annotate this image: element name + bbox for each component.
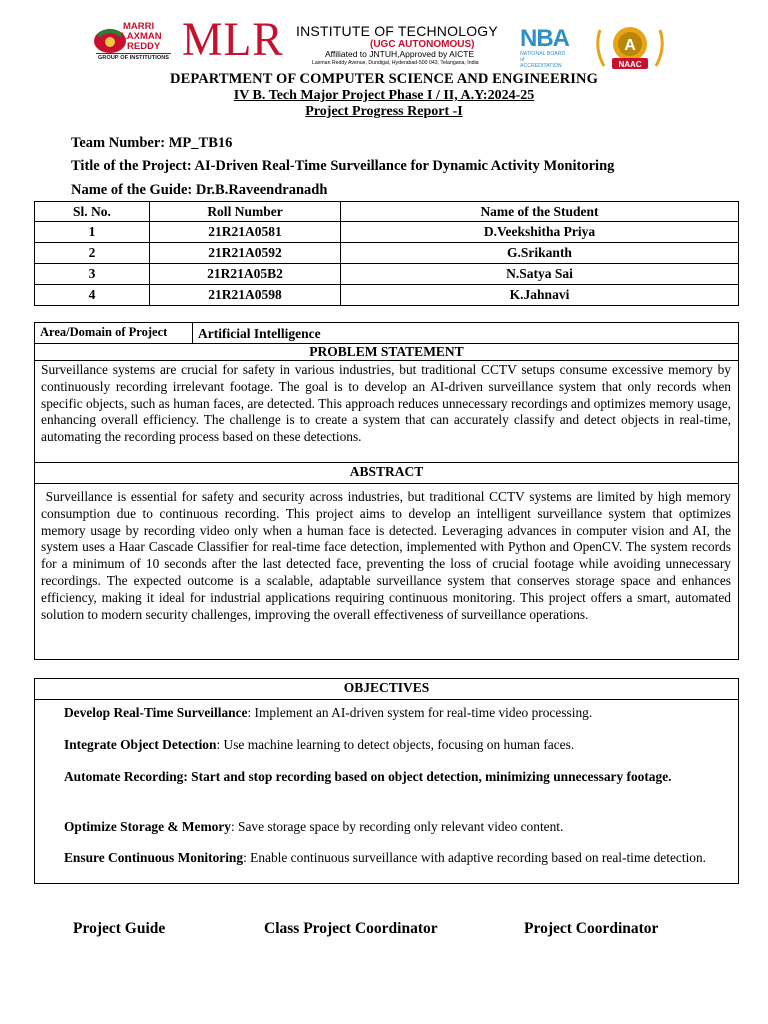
- objective-title: Develop Real-Time Surveillance: [64, 705, 248, 720]
- objective-text: : Enable continuous surveillance with adaptive recording based on real-time detection.: [243, 850, 707, 865]
- cell-sl-no: 3: [35, 264, 150, 285]
- abstract-heading: ABSTRACT: [35, 462, 738, 484]
- domain-value: Artificial Intelligence: [198, 326, 321, 341]
- objective-text: : Use machine learning to detect objects, focusing on human faces.: [216, 737, 575, 752]
- cell-sl-no: 2: [35, 243, 150, 264]
- domain-row: [35, 323, 738, 344]
- students-table: [34, 201, 739, 306]
- signature-project-guide: Project Guide: [73, 920, 166, 937]
- table-row: [35, 285, 739, 306]
- signature-class-project-coordinator: Class Project Coordinator: [264, 920, 438, 937]
- col-header-sl-no: Sl. No.: [35, 202, 150, 222]
- abstract-body: Surveillance is essential for safety and security across industries, but traditional CCTV systems are limited by high memory consumption due to continuous recording. This project aims to develop an intelligent surveillance system that optimizes memory usage by recording video only when a human face is detected. Leveraging advances in computer vision and AI, the system uses a Haar Cascade Classifier for real-time face detection, implemented with Python and OpenCV. The system records for a minimum of 10 seconds after the last detected face, preventing the loss of crucial footage while avoiding unnecessary recordings. The expected outcome is a scalable, adaptable surveillance system that conserves storage space and enhances efficiency, making it ideal for industrial applications requiring continuous monitoring. This project offers a smart, automated solution to modern security challenges, improving the overall effectiveness of surveillance operations.: [41, 489, 731, 622]
- naac-grade: A: [624, 37, 636, 54]
- cell-sl-no: 1: [35, 222, 150, 243]
- objectives-heading: OBJECTIVES: [35, 679, 738, 700]
- domain-label: Area/Domain of Project: [35, 323, 193, 343]
- nba-line1: NATIONAL BOARD: [520, 51, 566, 57]
- objective-title: Integrate Object Detection: [64, 737, 217, 752]
- team-number: Team Number: MP_TB16: [71, 135, 233, 151]
- cell-student-name: G.Srikanth: [341, 243, 739, 264]
- cell-roll-number: 21R21A0581: [150, 222, 341, 243]
- objective-title: Optimize Storage & Memory: [64, 819, 231, 834]
- cell-student-name: K.Jahnavi: [341, 285, 739, 306]
- guide-name: Name of the Guide: Dr.B.Raveendranadh: [71, 182, 328, 198]
- institute-name: INSTITUTE OF TECHNOLOGY: [296, 23, 498, 39]
- objective-title: Ensure Continuous Monitoring: [64, 850, 244, 865]
- nba-line2: of: [520, 57, 525, 63]
- objective-text: : Implement an AI-driven system for real-time video processing.: [247, 705, 593, 720]
- col-header-student-name: Name of the Student: [341, 202, 739, 222]
- letterhead: [0, 0, 768, 72]
- objective-item: [64, 704, 734, 722]
- cell-roll-number: 21R21A0592: [150, 243, 341, 264]
- cell-roll-number: 21R21A05B2: [150, 264, 341, 285]
- mlr-group-logo: [93, 22, 181, 64]
- objective-title: Automate Recording: Start and stop recording based on object detection, minimizing unnecessary footage.: [64, 769, 672, 784]
- naac-logo: [590, 24, 670, 72]
- group-logo-line3: REDDY: [127, 41, 161, 52]
- naac-badge-icon: [590, 24, 670, 72]
- affiliation-text: Affiliated to JNTUH,Approved by AICTE: [325, 49, 475, 59]
- cell-student-name: D.Veekshitha Priya: [341, 222, 739, 243]
- nba-line3: ACCREDITATION: [520, 63, 562, 69]
- cell-student-name: N.Satya Sai: [341, 264, 739, 285]
- program-title: IV B. Tech Major Project Phase I / II, A.Y:2024-25: [233, 88, 535, 103]
- table-row: [35, 222, 739, 243]
- abstract-text: [41, 489, 731, 623]
- problem-statement-heading: PROBLEM STATEMENT: [35, 344, 738, 361]
- naac-label: NAAC: [618, 60, 642, 69]
- problem-statement-text: Surveillance systems are crucial for safety in various industries, but traditional CCTV setups consume excessive memory by continuously recording irrelevant footage. The goal is to develop an AI-driven surveillance system that only records when specific objects, such as human faces, are detected. This approach reduces unnecessary recordings and optimizes memory usage, enhancing overall efficiency. The challenge is to create a system that can accurately classify and detect objects in real-time, automating the recording process based on these detections.: [41, 362, 731, 445]
- objective-text: : Save storage space by recording only relevant video content.: [230, 819, 564, 834]
- nba-mark: NBA: [520, 25, 569, 52]
- project-title: Title of the Project: AI-Driven Real-Time Surveillance for Dynamic Activity Monitoring: [71, 158, 615, 174]
- objective-item: [64, 768, 734, 786]
- group-logo-line1: MARRI: [123, 21, 155, 32]
- group-logo-line2: LAXMAN: [121, 31, 162, 42]
- project-details-box: [34, 322, 739, 660]
- report-title: Project Progress Report -I: [305, 104, 463, 119]
- autonomy-status: (UGC AUTONOMOUS): [370, 39, 475, 50]
- cell-roll-number: 21R21A0598: [150, 285, 341, 306]
- objective-item: [64, 818, 734, 836]
- cell-sl-no: 4: [35, 285, 150, 306]
- objective-item: [64, 849, 734, 867]
- table-row: [35, 243, 739, 264]
- table-row: [35, 264, 739, 285]
- department-title: DEPARTMENT OF COMPUTER SCIENCE AND ENGINEERING: [170, 71, 598, 87]
- institute-address: Laxman Reddy Avenue, Dundigal, Hyderabad-500 043, Telangana, India: [312, 60, 479, 66]
- signature-project-coordinator: Project Coordinator: [524, 920, 659, 937]
- table-header-row: [35, 202, 739, 222]
- mlr-wordmark: MLR: [182, 13, 284, 66]
- nba-logo: [518, 26, 584, 70]
- col-header-roll-number: Roll Number: [150, 202, 341, 222]
- group-logo-caption: GROUP OF INSTITUTIONS: [98, 55, 170, 61]
- objectives-box: [34, 678, 739, 884]
- objective-item: [64, 736, 734, 754]
